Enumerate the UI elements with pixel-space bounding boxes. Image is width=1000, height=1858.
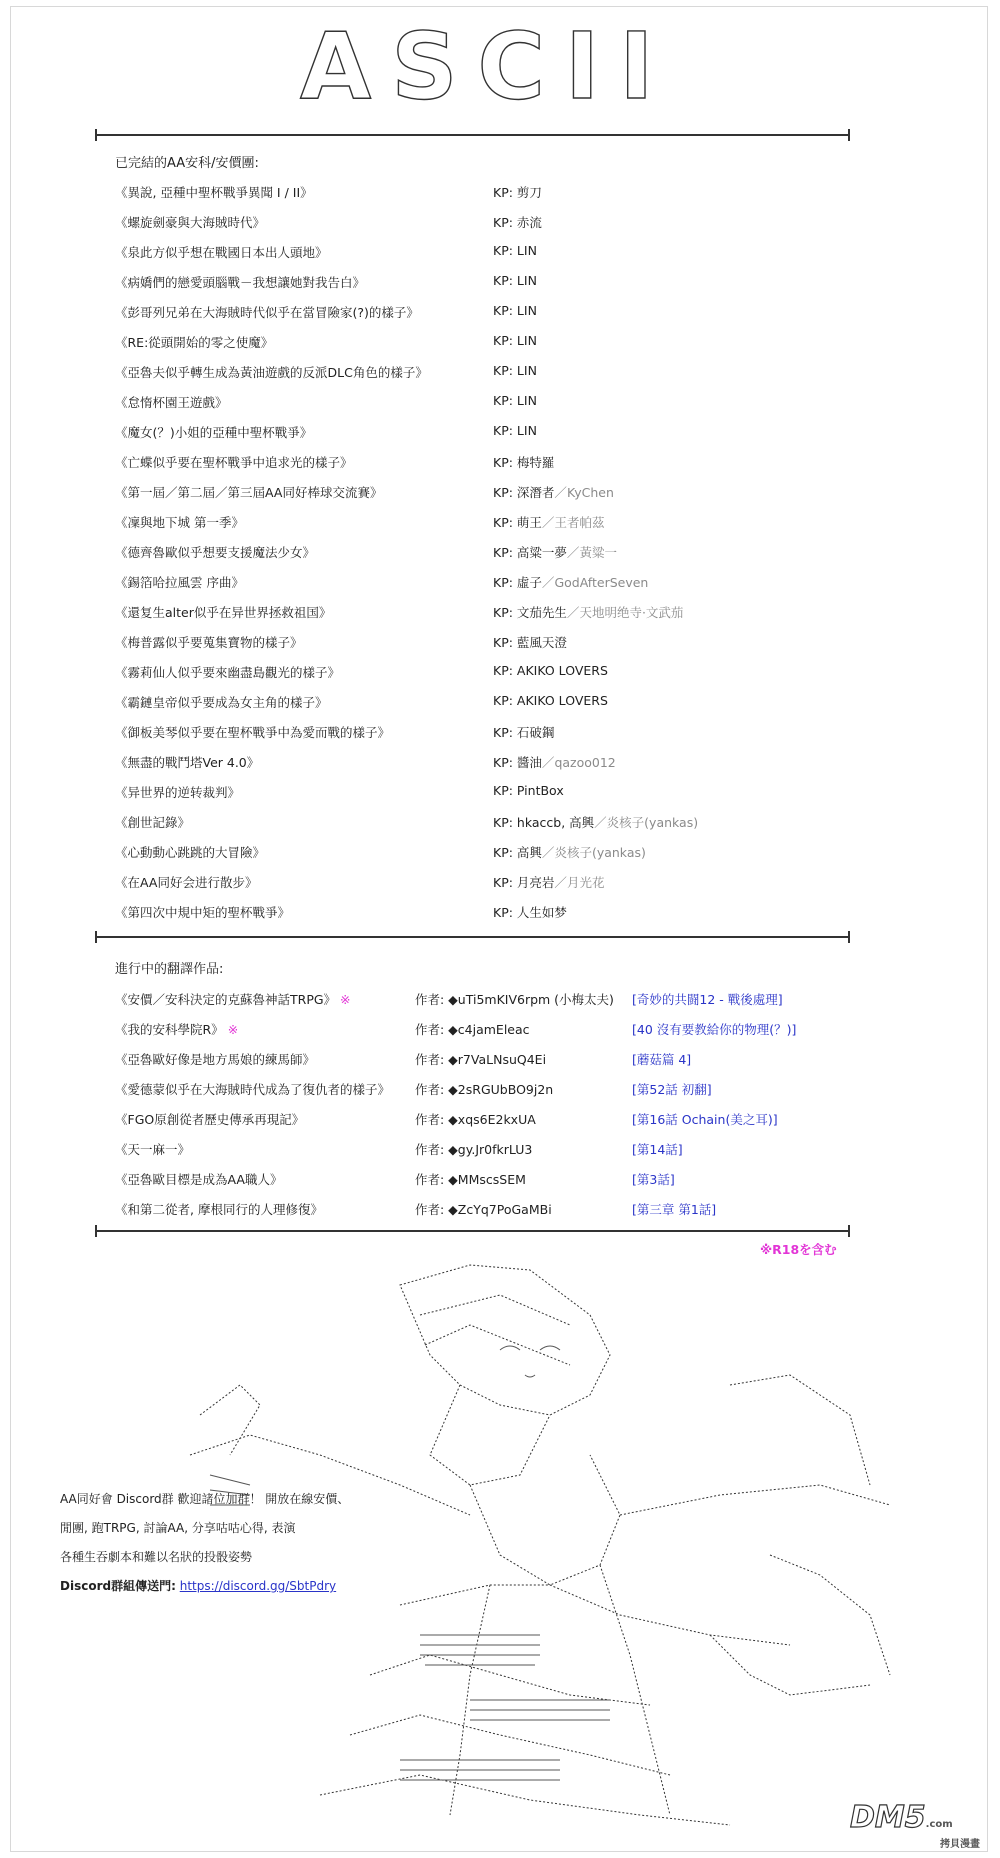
ongoing-item [115, 990, 835, 1020]
completed-title[interactable]: 《無盡的戰鬥塔Ver 4.0》 [115, 755, 260, 770]
author-credit: 作者: ◆xqs6E2kxUA [415, 1112, 536, 1127]
kp-credit [493, 453, 554, 471]
kp-credit [493, 543, 617, 561]
r18-mark: ※ [227, 1022, 239, 1037]
completed-title[interactable]: 《异世界的逆转裁判》 [115, 785, 241, 800]
ongoing-title-text: 《愛德蒙似乎在大海賊時代成為了復仇者的樣子》 [115, 1082, 391, 1097]
completed-title[interactable]: 《御板美琴似乎要在聖杯戰爭中為愛而戰的樣子》 [115, 725, 391, 740]
author-credit: 作者: ◆uTi5mKIV6rpm (小梅太夫) [415, 992, 614, 1007]
separator-slash: ／ [566, 545, 580, 560]
kp-credit [493, 213, 542, 231]
kp-name: KP: LIN [493, 243, 537, 258]
completed-item [115, 753, 815, 783]
kp-credit [493, 843, 646, 861]
kp-name: KP: LIN [493, 423, 537, 438]
author-credit: 作者: ◆ZcYq7PoGaMBi [415, 1202, 552, 1217]
separator-slash: ／ [541, 755, 555, 770]
completed-title[interactable]: 《心動動心跳跳的大冒險》 [115, 845, 266, 860]
author-credit: 作者: ◆2sRGUbBO9j2n [415, 1082, 554, 1097]
separator-slash: ／ [566, 605, 580, 620]
kp-credit [493, 603, 683, 621]
kp-credit [493, 243, 537, 258]
completed-title[interactable]: 《錫箔哈拉風雲 序曲》 [115, 575, 244, 590]
kp-alt-name: 炎核子(yankas) [554, 845, 646, 860]
completed-title[interactable]: 《怠惰杯園王遊戲》 [115, 395, 228, 410]
completed-item [115, 363, 815, 393]
promo-line-2: 閒團, 跑TRPG, 討論AA, 分享咕咕心得, 表演 [60, 1521, 296, 1535]
watermark-sub: 拷貝漫畫 [940, 1839, 980, 1850]
ongoing-title-text: 《我的安科學院R》 [115, 1022, 224, 1037]
kp-credit [493, 723, 554, 741]
separator-slash: ／ [541, 575, 555, 590]
completed-item [115, 213, 815, 243]
kp-name: KP: LIN [493, 393, 537, 408]
discord-label: Discord群組傳送門: [60, 1579, 176, 1593]
kp-name: KP: 醬油 [493, 755, 542, 770]
promo-line-3: 各種生吞劇本和難以名狀的投骰姿勢 [60, 1550, 253, 1564]
completed-item [115, 513, 815, 543]
kp-alt-name: 月光花 [566, 875, 605, 890]
kp-name: KP: 赤流 [493, 215, 542, 230]
ongoing-title-text: 《亞魯歐目標是成為AA職人》 [115, 1172, 283, 1187]
completed-item [115, 423, 815, 453]
ongoing-item [115, 1020, 835, 1050]
separator-slash: ／ [541, 845, 555, 860]
logo-text: ASCII [300, 13, 674, 120]
completed-item [115, 393, 815, 423]
separator-slash: ／ [541, 515, 555, 530]
completed-list [115, 183, 815, 933]
kp-credit [493, 873, 604, 891]
completed-item [115, 663, 815, 693]
chapter-link[interactable]: [第14話] [632, 1142, 683, 1157]
ongoing-title-text: 《亞魯歐好像是地方馬娘的練馬師》 [115, 1052, 316, 1067]
ongoing-item [115, 1170, 835, 1200]
author-credit: 作者: ◆gy.Jr0fkrLU3 [415, 1142, 533, 1157]
ongoing-title[interactable] [115, 1170, 282, 1188]
ongoing-title[interactable] [115, 1080, 390, 1098]
completed-heading: 已完結的AA安科/安價團: [115, 156, 259, 171]
kp-name: KP: 萌王 [493, 515, 542, 530]
kp-credit [493, 693, 608, 708]
ongoing-item [115, 1050, 835, 1080]
kp-name: KP: hkaccb, 高興 [493, 815, 595, 830]
completed-item [115, 333, 815, 363]
kp-name: KP: 石破鋼 [493, 725, 555, 740]
chapter-link[interactable]: [第三章 第1話] [632, 1202, 717, 1217]
kp-name: KP: 高粱一夢 [493, 545, 567, 560]
kp-name: KP: LIN [493, 303, 537, 318]
ongoing-item [115, 1200, 835, 1230]
watermark-suffix: .com [925, 1819, 953, 1830]
ongoing-heading: 進行中的翻譯作品: [115, 962, 224, 977]
completed-item [115, 603, 815, 633]
completed-item [115, 843, 815, 873]
kp-alt-name: 炎核子(yankas) [606, 815, 699, 830]
kp-name: KP: 虛子 [493, 575, 542, 590]
kp-credit [493, 333, 537, 348]
completed-title[interactable]: 《德齊魯歐似乎想要支援魔法少女》 [115, 545, 316, 560]
completed-item [115, 273, 815, 303]
separator-slash: ／ [554, 485, 567, 500]
completed-item [115, 783, 815, 813]
discord-promo [60, 1485, 349, 1601]
kp-credit [493, 633, 567, 651]
author-credit: 作者: ◆MMscsSEM [415, 1172, 526, 1187]
kp-name: KP: 藍風天澄 [493, 635, 567, 650]
completed-item [115, 453, 815, 483]
completed-title[interactable]: 《泉此方似乎想在戰國日本出人頭地》 [115, 245, 328, 260]
kp-credit [493, 813, 698, 831]
ongoing-title[interactable] [115, 1050, 315, 1068]
ongoing-title[interactable] [115, 1020, 238, 1038]
ongoing-item [115, 1140, 835, 1170]
kp-credit [493, 183, 542, 201]
separator-slash: ／ [594, 815, 607, 830]
completed-title[interactable]: 《RE:從頭開始的零之使魔》 [115, 335, 274, 350]
chapter-link[interactable]: [第16話 Ochain(美之耳)] [632, 1112, 778, 1127]
kp-name: KP: 人生如梦 [493, 905, 567, 920]
ongoing-title-text: 《天一麻一》 [115, 1142, 191, 1157]
chapter-link[interactable]: [第52話 初翻] [632, 1082, 712, 1097]
completed-item [115, 183, 815, 213]
divider-top [95, 134, 850, 136]
completed-item [115, 573, 815, 603]
kp-name: KP: AKIKO LOVERS [493, 663, 608, 678]
completed-title[interactable]: 《魔女(？)小姐的亞種中聖杯戰爭》 [115, 425, 313, 440]
kp-name: KP: 文茄先生 [493, 605, 567, 620]
ongoing-title-text: 《和第二從者, 摩根同行的人理修復》 [115, 1202, 323, 1217]
kp-alt-name: 天地明绝寺·文武茄 [579, 605, 684, 620]
kp-credit [493, 423, 537, 438]
author-credit: 作者: ◆r7VaLNsuQ4Ei [415, 1052, 547, 1067]
kp-alt-name: 黃粱一 [579, 545, 617, 560]
kp-name: KP: 梅特羅 [493, 455, 555, 470]
completed-title[interactable]: 《病嬌們的戀愛頭腦戰－我想讓她對我告白》 [115, 275, 366, 290]
ongoing-title-text: 《安價／安科決定的克蘇魯神話TRPG》 [115, 992, 337, 1007]
chapter-link[interactable]: [奇妙的共闘12 - 戰後處理] [632, 992, 783, 1007]
completed-title[interactable]: 《還复生alter似乎在异世界拯救祖国》 [115, 605, 332, 620]
kp-credit [493, 903, 567, 921]
completed-title[interactable]: 《霧莉仙人似乎要來幽盡島觀光的樣子》 [115, 665, 341, 680]
completed-title[interactable]: 《霸鏈皇帝似乎要成為女主角的樣子》 [115, 695, 328, 710]
kp-name: KP: AKIKO LOVERS [493, 693, 608, 708]
completed-title[interactable]: 《第四次中規中矩的聖杯戰爭》 [115, 905, 291, 920]
completed-title[interactable]: 《創世記錄》 [115, 815, 191, 830]
ongoing-title[interactable] [115, 1140, 190, 1158]
completed-item [115, 243, 815, 273]
ongoing-title[interactable] [115, 1200, 323, 1218]
kp-credit [493, 753, 616, 771]
kp-name: KP: LIN [493, 333, 537, 348]
completed-item [115, 483, 815, 513]
ongoing-title-text: 《FGO原創從者歷史傳承再現記》 [115, 1112, 305, 1127]
ascii-logo [300, 13, 674, 120]
ongoing-title[interactable] [115, 990, 351, 1008]
kp-credit [493, 663, 608, 678]
ongoing-list [115, 990, 835, 1230]
kp-credit [493, 783, 564, 798]
kp-alt-name: 王者帕茲 [554, 515, 605, 530]
completed-title[interactable]: 《亡蝶似乎要在聖杯戰爭中追求光的樣子》 [115, 455, 353, 470]
completed-title[interactable]: 《凜與地下城 第一季》 [115, 515, 244, 530]
ongoing-item [115, 1110, 835, 1140]
completed-title[interactable]: 《螺旋劍豪與大海賊時代》 [115, 215, 266, 230]
r18-mark: ※ [340, 992, 351, 1007]
author-credit: 作者: ◆c4jamEleac [415, 1022, 530, 1037]
watermark-logo: DM5 [850, 1800, 926, 1835]
completed-item [115, 813, 815, 843]
kp-name: KP: LIN [493, 363, 537, 378]
completed-title[interactable]: 《在AA同好会进行散步》 [115, 875, 258, 890]
completed-item [115, 543, 815, 573]
completed-item [115, 903, 815, 933]
kp-name: KP: 深潛者 [493, 485, 555, 500]
kp-alt-name: qazoo012 [554, 755, 616, 770]
divider-bottom [95, 1230, 850, 1232]
chapter-link[interactable]: [40 沒有要教給你的物理(？)] [632, 1022, 797, 1037]
ongoing-title[interactable] [115, 1110, 304, 1128]
completed-title[interactable]: 《異說, 亞種中聖杯戰爭異聞 I / II》 [115, 185, 313, 200]
completed-item [115, 633, 815, 663]
ongoing-item [115, 1080, 835, 1110]
chapter-link[interactable]: [蘑菇篇 4] [632, 1052, 692, 1067]
completed-title[interactable]: 《亞魯夫似乎轉生成為黃油遊戲的反派DLC角色的樣子》 [115, 365, 428, 380]
kp-credit [493, 573, 648, 591]
completed-item [115, 723, 815, 753]
chapter-link[interactable]: [第3話] [632, 1172, 675, 1187]
completed-title[interactable]: 《彭哥列兄弟在大海賊時代似乎在當冒險家(?)的樣子》 [115, 305, 419, 320]
site-watermark [850, 1800, 980, 1852]
kp-name: KP: 剪刀 [493, 185, 542, 200]
kp-credit [493, 483, 614, 501]
kp-credit [493, 393, 537, 408]
divider-middle [95, 936, 850, 938]
r18-note: ※R18を含む [760, 1242, 837, 1257]
promo-line-1: AA同好會 Discord群 歡迎諸位加群！ 開放在線安價、 [60, 1492, 350, 1506]
completed-item [115, 693, 815, 723]
discord-link[interactable]: https://discord.gg/SbtPdry [179, 1579, 337, 1593]
completed-item [115, 303, 815, 333]
separator-slash: ／ [554, 875, 567, 890]
kp-alt-name: KyChen [566, 485, 614, 500]
kp-name: KP: 高興 [493, 845, 542, 860]
completed-item [115, 873, 815, 903]
kp-name: KP: PintBox [493, 783, 564, 798]
kp-credit [493, 363, 537, 378]
kp-credit [493, 273, 537, 288]
completed-title[interactable]: 《梅普露似乎要蒐集寶物的樣子》 [115, 635, 303, 650]
kp-name: KP: 月亮岩 [493, 875, 555, 890]
promo-line-4 [60, 1572, 349, 1601]
kp-alt-name: GodAfterSeven [554, 575, 649, 590]
completed-title[interactable]: 《第一屆／第二屆／第三屆AA同好棒球交流賽》 [115, 485, 383, 500]
kp-credit [493, 303, 537, 318]
kp-credit [493, 513, 604, 531]
kp-name: KP: LIN [493, 273, 537, 288]
